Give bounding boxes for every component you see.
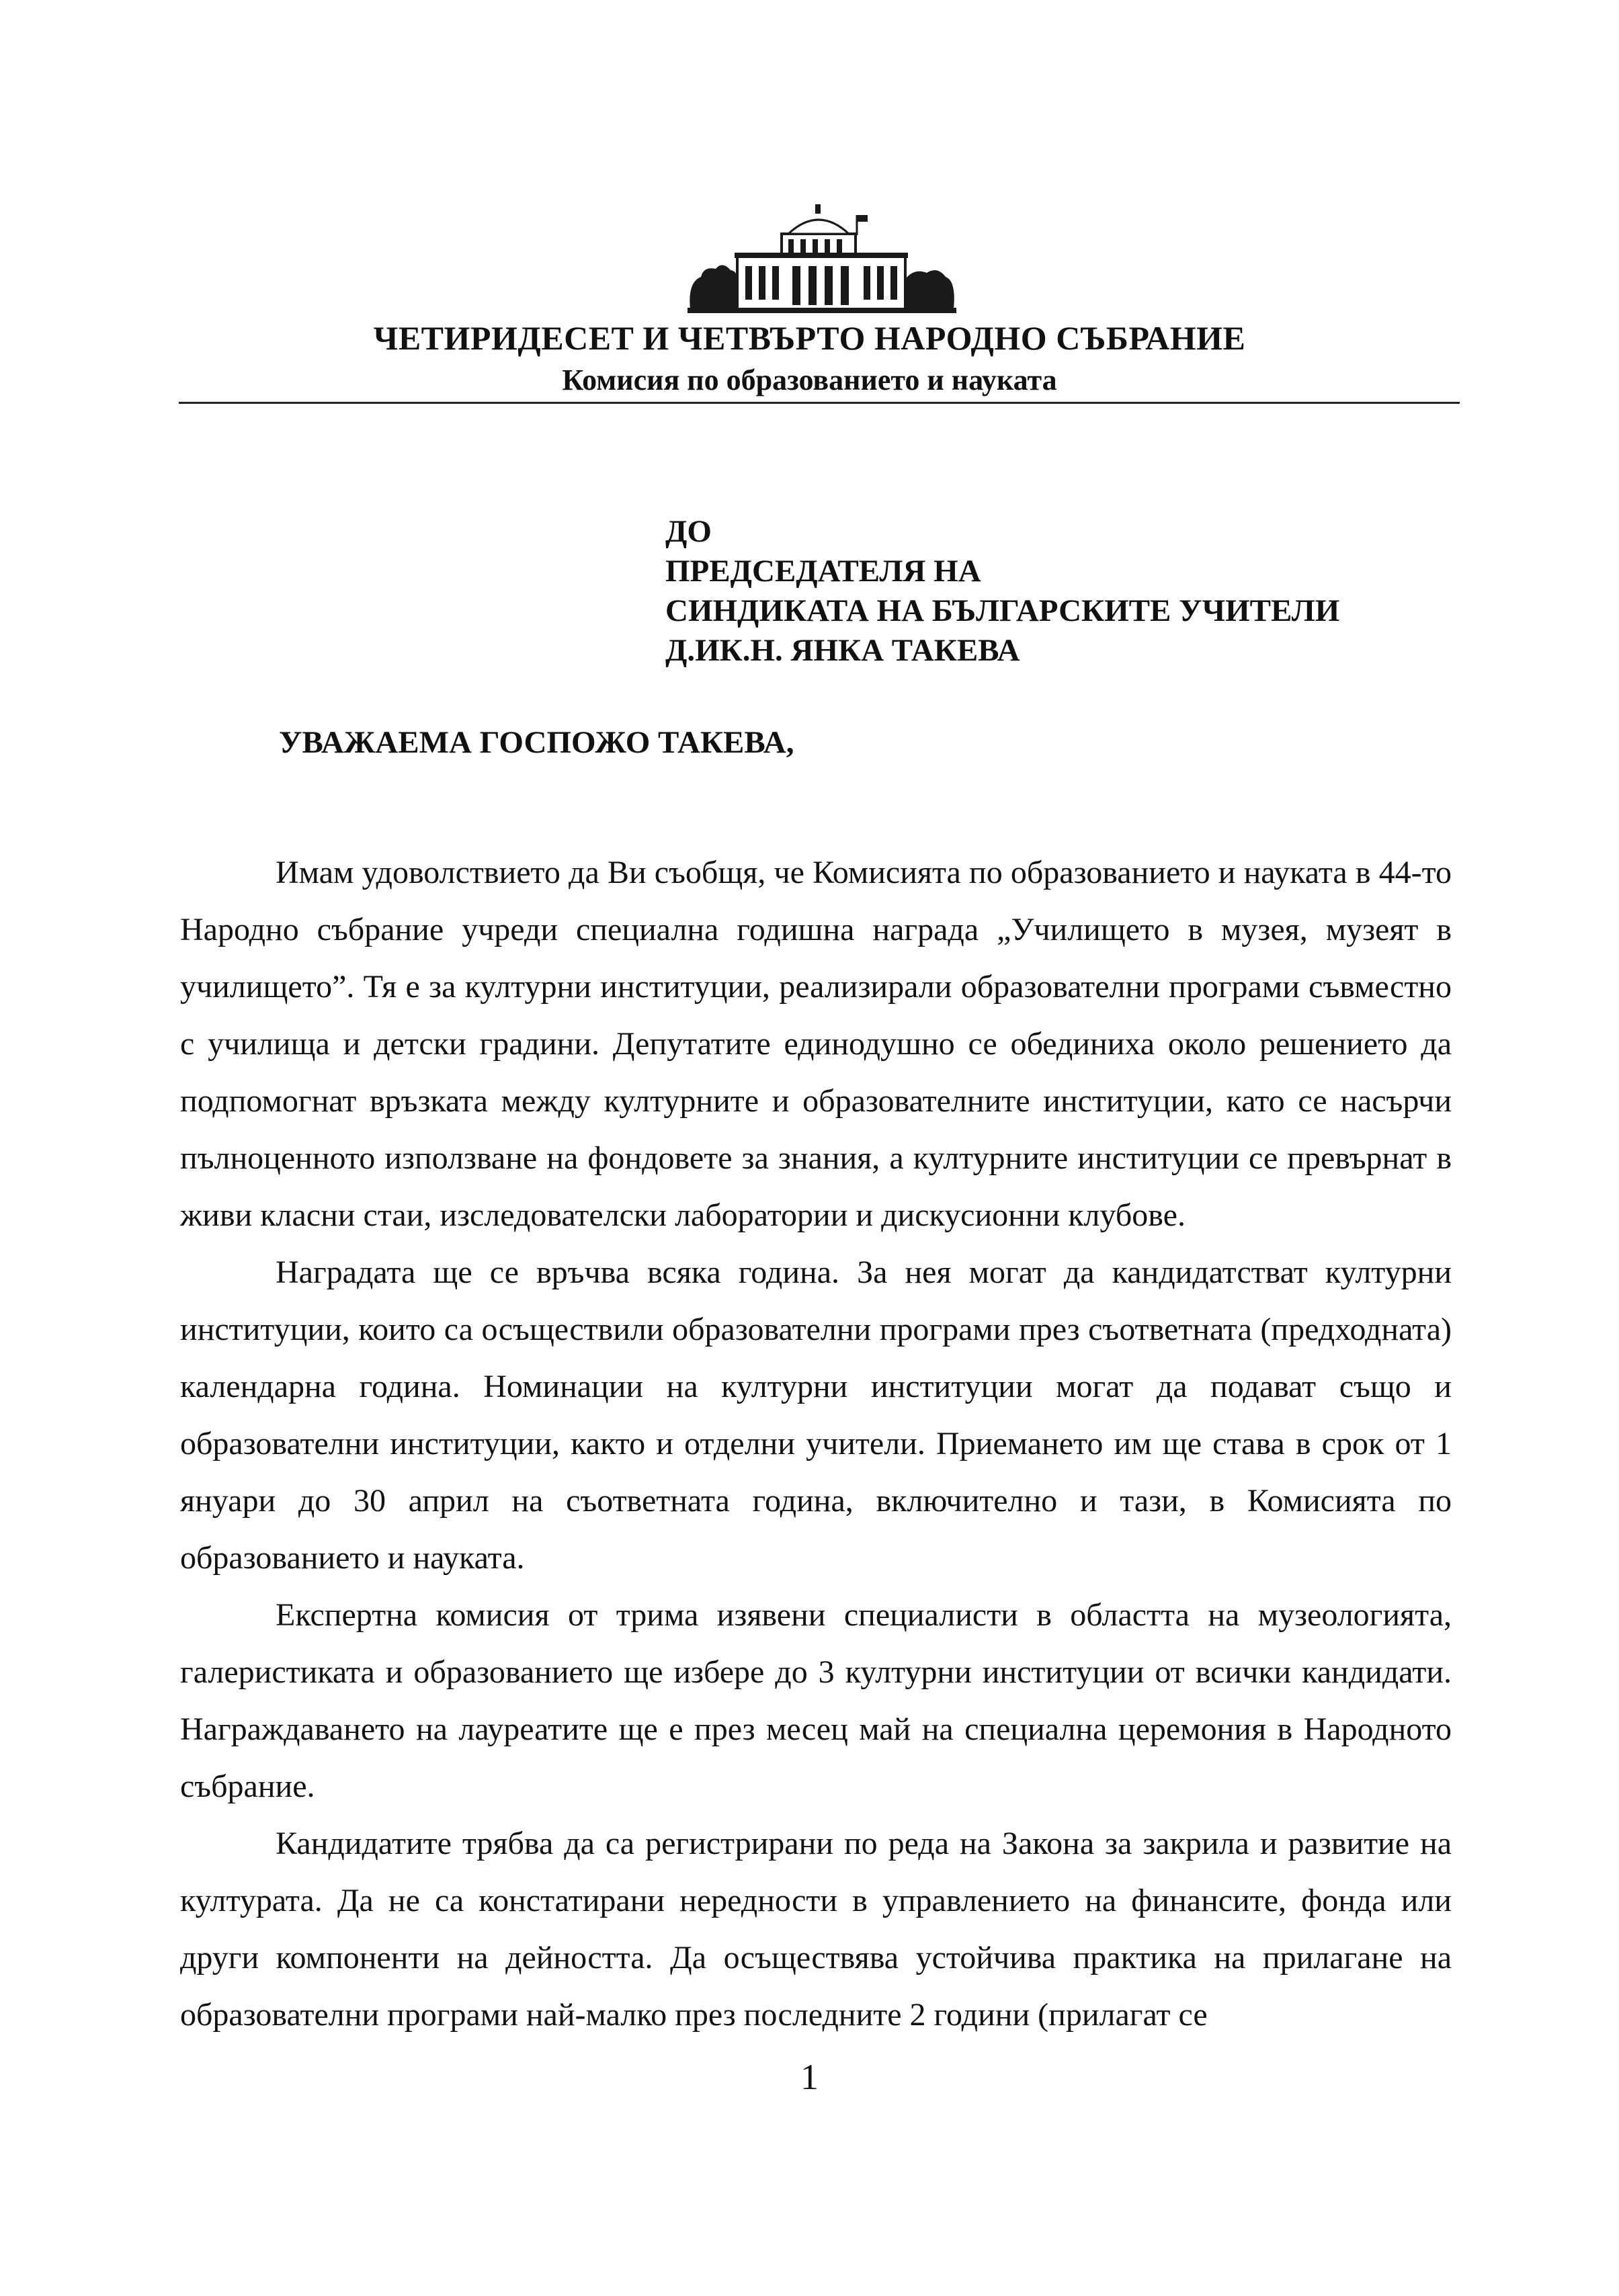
addressee-line: Д.ИК.Н. ЯНКА ТАКЕВА	[665, 633, 1020, 668]
body-paragraph: Кандидатите трябва да са регистрирани по реда на Закона за закрила и развитие на културата. Да не са констатирани нередности в управлението на финансите, фонда или други компоненти на дейността. Да осъществява устойчива практика на прилагане на образователни програми най-малко през последните 2 години (прилагат се	[180, 1826, 1452, 2033]
addressee-line: СИНДИКАТА НА БЪЛГАРСКИТЕ УЧИТЕЛИ	[665, 593, 1340, 628]
body-paragraph: Наградата ще се връчва всяка година. За нея могат да кандидатстват културни институции, които са осъществили образователни програми през съответната (предходната) календарна година. Номинации на културни институции могат да подават също и образователни институции, както и отделни учители. Приемането им ще става в срок от 1 януари до 30 април на съответната година, включително и тази, в Комисията по образованието и науката.	[180, 1255, 1452, 1576]
addressee-line: ПРЕДСЕДАТЕЛЯ НА	[665, 554, 981, 589]
committee-name: Комисия по образованието и науката	[562, 364, 1057, 396]
salutation: УВАЖАЕМА ГОСПОЖО ТАКЕВА,	[279, 725, 794, 760]
body-paragraph: Експертна комисия от трима изявени специалисти в областта на музеологията, галеристиката и образованието ще избере до 3 културни институции от всички кандидати. Награждаването на лауреатите ще е през месец май на специална церемония в Народното събрание.	[180, 1597, 1452, 1804]
body-paragraph: Имам удоволствието да Ви съобщя, че Комисията по образованието и науката в 44-то Народно събрание учреди специална годишна награда „Училището в музея, музеят в училището”. Тя е за културни институции, реализирали образователни програми съвместно с училища и детски градини. Депутатите единодушно се обединиха около решението да подпомогнат връзката между културните и образователните институции, като се насърчи пълноценното използване на фондовете за знания, а културните институции се превърнат в живи класни стаи, изследователски лаборатории и дискусионни клубове.	[180, 855, 1452, 1233]
assembly-name: ЧЕТИРИДЕСЕТ И ЧЕТВЪРТО НАРОДНО СЪБРАНИЕ	[373, 319, 1246, 357]
page-number: 1	[800, 2057, 819, 2097]
addressee-block	[665, 512, 1512, 671]
letter-body	[180, 844, 1452, 2043]
parliament-building-icon	[681, 202, 963, 319]
addressee-line: ДО	[665, 514, 712, 549]
header-divider	[179, 402, 1460, 404]
